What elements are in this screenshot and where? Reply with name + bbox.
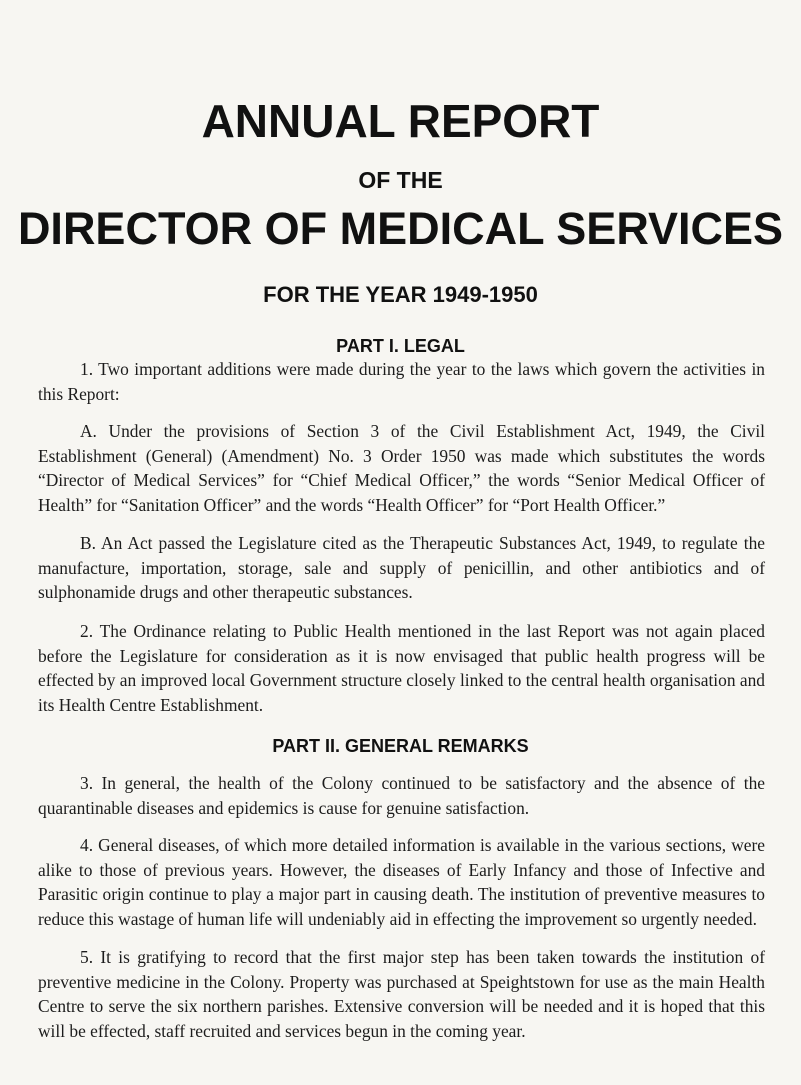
part1-heading: PART I. LEGAL <box>336 336 465 356</box>
report-title-connector: OF THE <box>358 167 443 193</box>
paragraph-1b: B. An Act passed the Legislature cited as the Therapeutic Substances Act, 1949, to regulate the manufacture, importation, storage, sale and supply of penicillin, and other antibiotics and of sulphonamide drugs and other therapeutic substances. <box>38 533 765 603</box>
paragraph-1: 1. Two important additions were made during the year to the laws which govern the activities in this Report: <box>38 359 765 404</box>
paragraph-2: 2. The Ordinance relating to Public Health mentioned in the last Report was not again placed before the Legislature for consideration as it is now envisaged that public health progress will be effected by an improved local Government structure closely linked to the central health organisation and its Health Centre Establishment. <box>38 621 765 716</box>
paragraph-4: 4. General diseases, of which more detailed information is available in the various sections, were alike to those of previous years. However, the diseases of Early Infancy and those of Infective and Parasitic origin continue to play a major part in causing death. The institution of preventive measures to reduce this wastage of human life will undeniably aid in effecting the improvement so urgently needed. <box>38 835 765 930</box>
report-title: ANNUAL REPORT <box>201 95 600 147</box>
paragraph-1a: A. Under the provisions of Section 3 of the Civil Establishment Act, 1949, the Civil Establishment (General) (Amendment) No. 3 Order 1950 was made which substitutes the words “Director of Medical Services” for “Chief Medical Officer,” the words “Senior Medical Officer of Health” for “Sanitation Officer” and the words “Health Officer” for “Port Health Officer.” <box>38 421 765 516</box>
paragraph-5: 5. It is gratifying to record that the first major step has been taken towards the institution of preventive medicine in the Colony. Property was purchased at Speightstown for use as the main Health Centre to serve the six northern parishes. Extensive conversion will be needed and it is hoped that this will be effected, staff recruited and services begun in the coming year. <box>38 947 765 1042</box>
report-year: FOR THE YEAR 1949-1950 <box>263 282 538 307</box>
paragraph-3: 3. In general, the health of the Colony continued to be satisfactory and the absence of the quarantinable diseases and epidemics is cause for genuine satisfaction. <box>38 773 765 818</box>
report-subject: DIRECTOR OF MEDICAL SERVICES <box>17 203 784 254</box>
part2-heading: PART II. GENERAL REMARKS <box>272 736 529 756</box>
